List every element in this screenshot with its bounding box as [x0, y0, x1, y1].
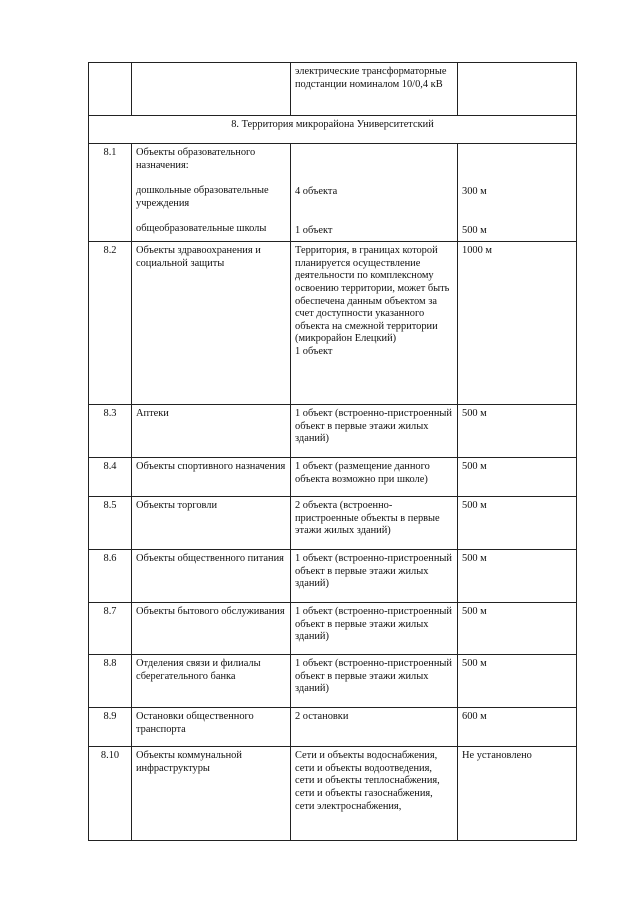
- table-row: [89, 497, 577, 550]
- cell-desc: 1 объект (встроенно-пристроенный объект в первые этажи жилых зданий): [291, 550, 458, 603]
- cell-name: Объекты здравоохранения и социальной защиты: [132, 242, 291, 405]
- cell-desc: 1 объект (встроенно-пристроенный объект в первые этажи жилых зданий): [291, 405, 458, 458]
- row-desc-count: 1 объект: [295, 345, 333, 357]
- cell-desc: Сети и объекты водоснабжения, сети и объекты водоотведения, сети и объекты теплоснабжения, сети и объекты газоснабжения, сети электроснабжения,: [291, 747, 458, 841]
- cell-name: Объекты спортивного назначения: [132, 458, 291, 497]
- sub-item-radius: 500 м: [462, 224, 487, 236]
- cell-num: 8.1: [89, 144, 132, 242]
- cell-radius: 500 м: [458, 405, 577, 458]
- cell-num: 8.5: [89, 497, 132, 550]
- cell-num: 8.3: [89, 405, 132, 458]
- cell-desc: электрические трансформаторные подстанции номиналом 10/0,4 кВ: [291, 63, 458, 116]
- table-row: [89, 708, 577, 747]
- sub-item-radius: 300 м: [462, 186, 487, 197]
- cell-name: Объекты общественного питания: [132, 550, 291, 603]
- cell-desc: [291, 242, 458, 405]
- cell-desc: 2 остановки: [291, 708, 458, 747]
- cell-num: 8.7: [89, 603, 132, 655]
- cell-radius: Не установлено: [458, 747, 577, 841]
- cell-desc: 1 объект (размещение данного объекта возможно при школе): [291, 458, 458, 497]
- cell-radius: 1000 м: [458, 242, 577, 405]
- cell-num: 8.10: [89, 747, 132, 841]
- sub-item-name: дошкольные образовательные учреждения: [136, 185, 269, 209]
- cell-name: [132, 63, 291, 116]
- row-desc: Территория, в границах которой планируется осуществление деятельности по комплексному освоению территории, может быть обеспечена данным объектом за счет доступности указанного объекта на смежной территории (микрорайон Елецкий): [295, 245, 450, 345]
- cell-desc: [291, 144, 458, 242]
- table-row: [89, 63, 577, 116]
- cell-name: [132, 144, 291, 242]
- table-row: [89, 603, 577, 655]
- table-row: [89, 550, 577, 603]
- cell-name: Аптеки: [132, 405, 291, 458]
- sub-item-count: 1 объект: [295, 224, 333, 236]
- cell-radius: [458, 144, 577, 242]
- cell-num: 8.6: [89, 550, 132, 603]
- table-row: [89, 405, 577, 458]
- sub-item-count: 4 объекта: [295, 186, 338, 197]
- cell-num: [89, 63, 132, 116]
- cell-num: 8.9: [89, 708, 132, 747]
- cell-desc: 1 объект (встроенно-пристроенный объект в первые этажи жилых зданий): [291, 655, 458, 708]
- cell-name: Остановки общественного транспорта: [132, 708, 291, 747]
- cell-num: 8.2: [89, 242, 132, 405]
- section-title: 8. Территория микрорайона Университетский: [89, 116, 577, 144]
- cell-num: 8.8: [89, 655, 132, 708]
- cell-radius: 500 м: [458, 497, 577, 550]
- section-row: [89, 116, 577, 144]
- cell-radius: 600 м: [458, 708, 577, 747]
- cell-radius: 500 м: [458, 655, 577, 708]
- cell-radius: 500 м: [458, 550, 577, 603]
- sub-item-name: общеобразовательные школы: [136, 223, 267, 235]
- cell-name: Отделения связи и филиалы сберегательного банка: [132, 655, 291, 708]
- cell-name: Объекты торговли: [132, 497, 291, 550]
- cell-radius: 500 м: [458, 458, 577, 497]
- table-row: [89, 655, 577, 708]
- cell-radius: 500 м: [458, 603, 577, 655]
- table-row: [89, 458, 577, 497]
- cell-desc: 1 объект (встроенно-пристроенный объект в первые этажи жилых зданий): [291, 603, 458, 655]
- table-row: [89, 747, 577, 841]
- cell-desc: 2 объекта (встроенно-пристроенные объекты в первые этажи жилых зданий): [291, 497, 458, 550]
- table-row: [89, 242, 577, 405]
- row-title: Объекты образовательного назначения:: [136, 147, 256, 171]
- planning-table: [88, 62, 577, 841]
- table-row: [89, 144, 577, 242]
- cell-name: Объекты бытового обслуживания: [132, 603, 291, 655]
- cell-name: Объекты коммунальной инфраструктуры: [132, 747, 291, 841]
- cell-num: 8.4: [89, 458, 132, 497]
- cell-radius: [458, 63, 577, 116]
